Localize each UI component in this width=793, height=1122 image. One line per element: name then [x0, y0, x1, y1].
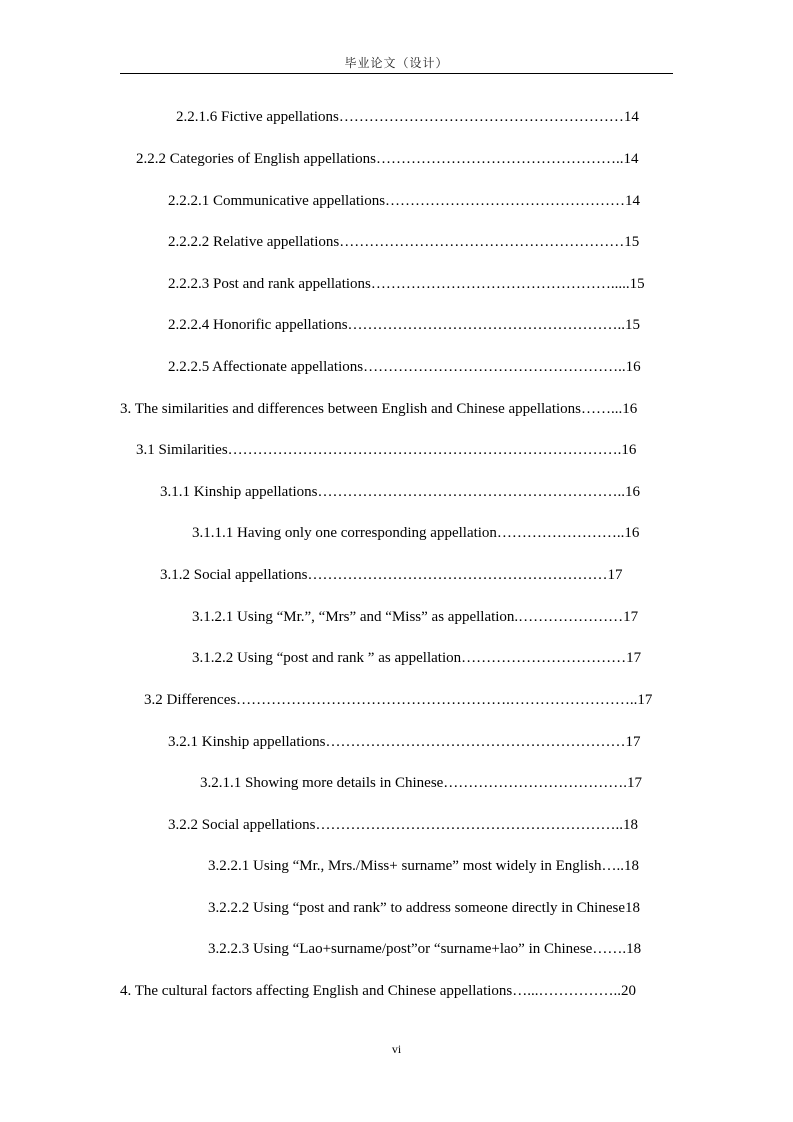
toc-entry: 3.1 Similarities…………………………………………………………………….16 — [136, 442, 637, 458]
toc-entry: 3.2.2 Social appellations……………………………………………………..18 — [168, 817, 638, 833]
toc-entry: 2.2.2.4 Honorific appellations………………………………………………..15 — [168, 317, 641, 333]
toc-entry: 3.1.1 Kinship appellations……………………………………………………..16 — [160, 484, 640, 500]
toc-entry: 3.2.1 Kinship appellations……………………………………………………17 — [168, 734, 641, 750]
toc-entry: 2.2.2.1 Communicative appellations…………………………………………14 — [168, 193, 641, 209]
toc-entry: 3.1.2.1 Using “Mr.”, “Mrs” and “Miss” as appellation.…………………17 — [192, 609, 639, 625]
toc-entry: 3.1.1.1 Having only one corresponding appellation……………………..16 — [192, 525, 640, 541]
toc-entry: 3.2.2.2 Using “post and rank” to address someone directly in Chinese18 — [208, 900, 640, 916]
toc-entry: 2.2.2.5 Affectionate appellations……………………………………………..16 — [168, 359, 641, 375]
page-number: vi — [391, 1042, 402, 1056]
toc-entry: 2.2.1.6 Fictive appellations…………………………………………………14 — [176, 109, 639, 125]
toc-entry: 3.2 Differences……………………………………………….……………………..17 — [144, 692, 653, 708]
toc-entry: 3. The similarities and differences between English and Chinese appellations……...16 — [120, 401, 638, 417]
toc-entry: 3.1.2 Social appellations……………………………………………………17 — [160, 567, 623, 583]
toc-entry: 3.2.1.1 Showing more details in Chinese……………………………….17 — [200, 775, 643, 791]
toc-entry: 2.2.2.2 Relative appellations…………………………………………………15 — [168, 234, 640, 250]
toc-entry: 4. The cultural factors affecting English and Chinese appellations…...……………..20 — [120, 983, 636, 999]
toc-entry: 2.2.2 Categories of English appellations…………………………………………..14 — [136, 151, 639, 167]
toc-entry: 3.1.2.2 Using “post and rank ” as appellation……………………………17 — [192, 650, 642, 666]
toc-entry: 3.2.2.3 Using “Lao+surname/post”or “surname+lao” in Chinese…….18 — [208, 941, 642, 957]
toc-entry: 3.2.2.1 Using “Mr., Mrs./Miss+ surname” most widely in English…..18 — [208, 858, 639, 874]
running-header: 毕业论文（设计） — [344, 56, 449, 70]
toc-entry: 2.2.2.3 Post and rank appellations………………………………………….....15 — [168, 276, 645, 292]
